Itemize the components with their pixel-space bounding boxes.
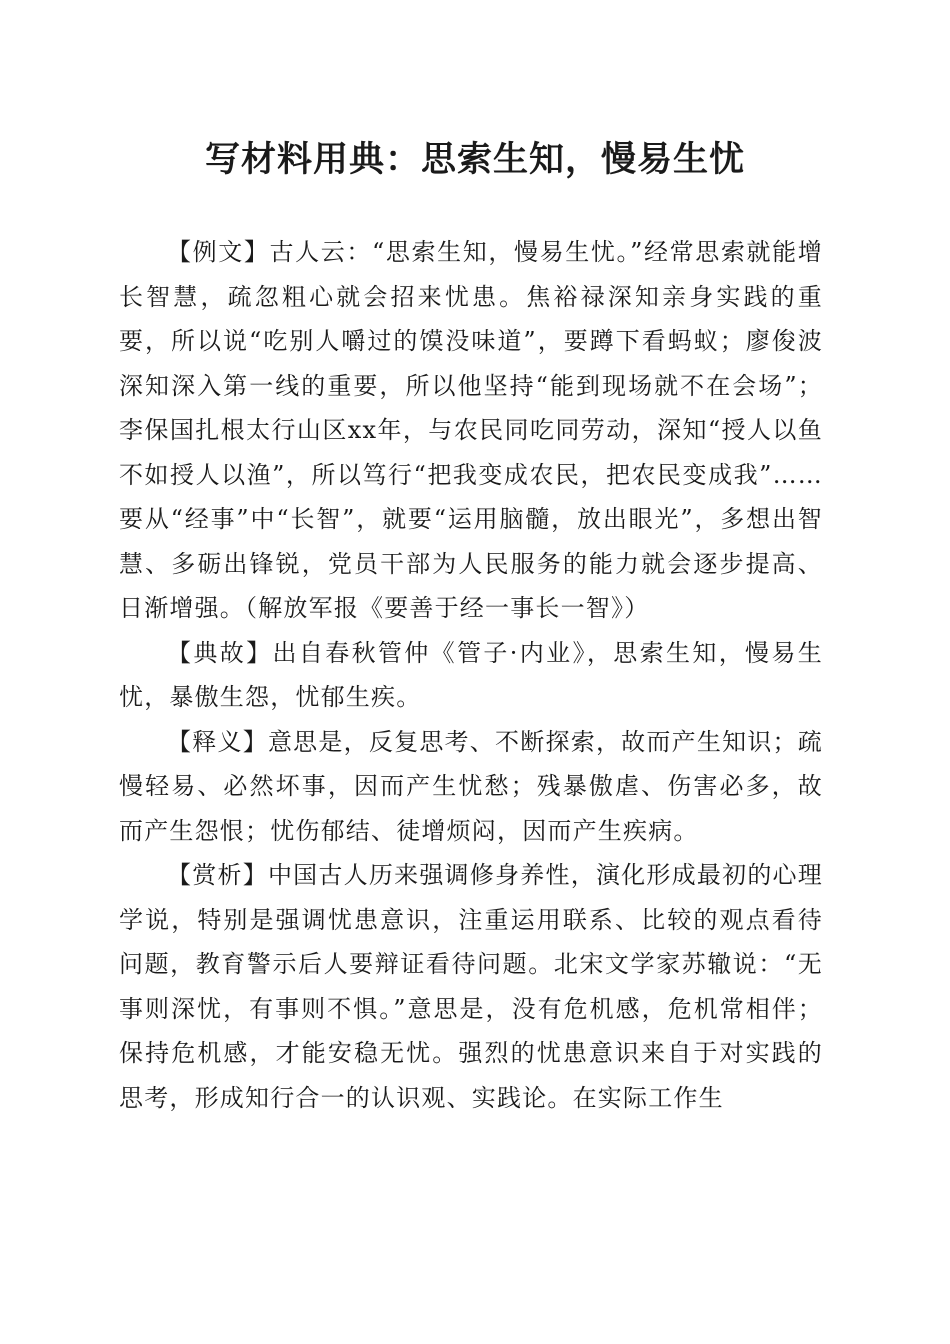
paragraph-text: 古人云：“思索生知，慢易生忧。”经常思索就能增长智慧，疏忽粗心就会招来忧患。焦裕禄深知亲身实践的重要，所以说“吃别人嚼过的馍没味道”，要蹲下看蚂蚁；廖俊波深知深入第一线的重要，所以他坚持“能到现场就不在会场”；李保国扎根太行山区xx年，与农民同吃同劳动，深知“授人以鱼不如授人以渔”，所以笃行“把我变成农民，把农民变成我”……要从“经事”中“长智”，就要“运用脑髓，放出眼光”，多想出智慧、多砺出锋锐，党员干部为人民服务的能力就会逐步提高、日渐增强。（解放军报《要善于经一事长一智》）: [119, 238, 823, 622]
document-body: [119, 230, 823, 1120]
paragraph-text: 中国古人历来强调修身养性，演化形成最初的心理学说，特别是强调忧患意识，注重运用联系、比较的观点看待问题，教育警示后人要辩证看待问题。北宋文学家苏辙说：“无事则深忧，有事则不惧。”意思是，没有危机感，危机常相伴；保持危机感，才能安稳无忧。强烈的忧患意识来自于对实践的思考，形成知行合一的认识观、实践论。在实际工作生: [119, 861, 823, 1112]
paragraph-meaning: [119, 720, 823, 854]
paragraph-example: [119, 230, 823, 631]
document-title: 写材料用典：思索生知，慢易生忧: [204, 139, 745, 180]
paragraph-text: 意思是，反复思考、不断探索，故而产生知识；疏慢轻易、必然坏事，因而产生忧愁；残暴傲虐、伤害必多，故而产生怨恨；忧伤郁结、徒增烦闷，因而产生疾病。: [119, 727, 823, 845]
paragraph-tag: 【典故】: [167, 638, 273, 667]
paragraph-tag: 【释义】: [167, 727, 268, 756]
paragraph-tag: 【赏析】: [167, 861, 268, 889]
paragraph-tag: 【例文】: [167, 238, 270, 266]
paragraph-text: 出自春秋管仲《管子·内业》，思索生知，慢易生忧，暴傲生怨，忧郁生疾。: [119, 638, 823, 711]
paragraph-allusion: [119, 631, 823, 720]
paragraph-appreciation: [119, 853, 823, 1120]
